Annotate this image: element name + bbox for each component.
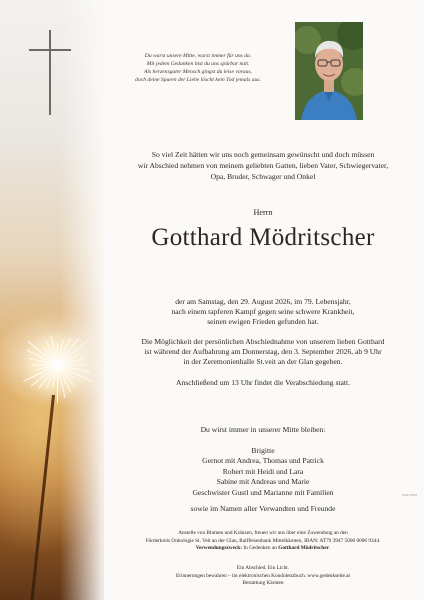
portrait-photo-image — [295, 22, 363, 120]
donation-line: Anstelle von Blumen und Kränzen, freuen wir uns über eine Zuwendung an den — [178, 530, 348, 536]
memorial-poem — [112, 52, 284, 84]
death-notice — [104, 297, 422, 328]
death-notice-line: nach einem tapferen Kampf gegen seine schwere Krankheit, — [171, 307, 355, 317]
poem-line: doch deine Spuren der Liebe löscht kein Tod jemals aus. — [135, 77, 261, 83]
salutation: Herrn — [253, 208, 273, 217]
donation-purpose-label: Verwendungszweck: — [195, 545, 243, 552]
family-member: Geschwister Gustl und Marianne mit Familien — [192, 487, 334, 497]
viewing-line: ist während der Aufbahrung am Donnerstag, den 3. September 2026, ab 9 Uhr — [144, 347, 382, 357]
intro-line: Opa, Bruder, Schwager und Onkel — [210, 171, 316, 181]
dandelion-stem — [30, 395, 55, 600]
donation-notice — [104, 530, 422, 553]
poem-line: Du warst unsere Mitte, warst immer für uns da. — [144, 53, 252, 59]
intro-text — [104, 150, 422, 182]
footer — [104, 565, 422, 588]
family-member: Gernot mit Andrea, Thomas und Patrick — [202, 456, 324, 466]
donation-purpose-end: . — [328, 545, 331, 552]
family-member: Sabine mit Andreas und Marie — [216, 477, 310, 487]
viewing-line: in der Zeremonienhalle St.veit an der Glan gegeben. — [183, 357, 343, 367]
farewell-notice: Anschließend um 13 Uhr findet die Verabschiedung statt. — [175, 378, 351, 387]
donation-purpose-text: In Gedenken an — [242, 545, 279, 552]
intro-line: wir Abschied nehmen von meinem geliebten Gatten, lieben Vater, Schwiegervater, — [137, 160, 389, 170]
footer-slogan: Ein Abschied. Ein Licht. — [236, 565, 290, 571]
deceased-name: Gotthard Mödritscher — [151, 224, 375, 251]
intro-line: So viel Zeit hätten wir uns noch gemeinsam gewünscht und doch müssen — [151, 150, 375, 159]
donation-purpose-name: Gotthard Mödritscher — [278, 545, 329, 552]
viewing-notice — [104, 337, 422, 368]
donation-purpose — [104, 545, 422, 553]
family-member: Robert mit Heidi und Lara — [222, 466, 304, 476]
cross-icon — [49, 30, 51, 115]
family-list — [104, 446, 422, 514]
poem-line: Als herzensguter Mensch gingst du leise voraus, — [144, 69, 252, 75]
form-code: SLZP 0033 — [402, 493, 417, 497]
footer-funeral-home: Bestattung Kärnten — [242, 580, 284, 587]
remembrance-line: Du wirst immer in unserer Mitte bleiben: — [200, 425, 326, 434]
death-notice-line: der am Samstag, den 29. August 2026, im 79. Lebensjahr, — [175, 297, 351, 306]
viewing-line: Die Möglichkeit der persönlichen Abschiednahme von unserem lieben Gotthard — [141, 337, 385, 346]
cross-icon-bar — [29, 49, 71, 51]
footer-condolence-link[interactable]: Erinnerungen bewahren – im elektronischen Kondolenzbuch. www.gedenkseite.at — [176, 572, 350, 579]
dandelion-seed — [57, 365, 58, 403]
relatives-line: sowie im Namen aller Verwandten und Freunde — [190, 504, 336, 514]
background-fade — [60, 0, 104, 600]
dandelion-background-photo — [0, 0, 104, 600]
poem-line: Mit jedem Gedanken bist du uns spürbar nah. — [146, 61, 250, 67]
portrait-photo — [295, 22, 363, 120]
family-member: Brigitte — [251, 446, 275, 455]
death-notice-line: seinen ewigen Frieden gefunden hat. — [207, 317, 319, 327]
donation-line: Förderkreis Onkologie St. Veit an der Glan, Raiffeisenbank Mittelkärnten, IBAN: AT79 3947 5000 0006 9344. — [145, 537, 381, 544]
